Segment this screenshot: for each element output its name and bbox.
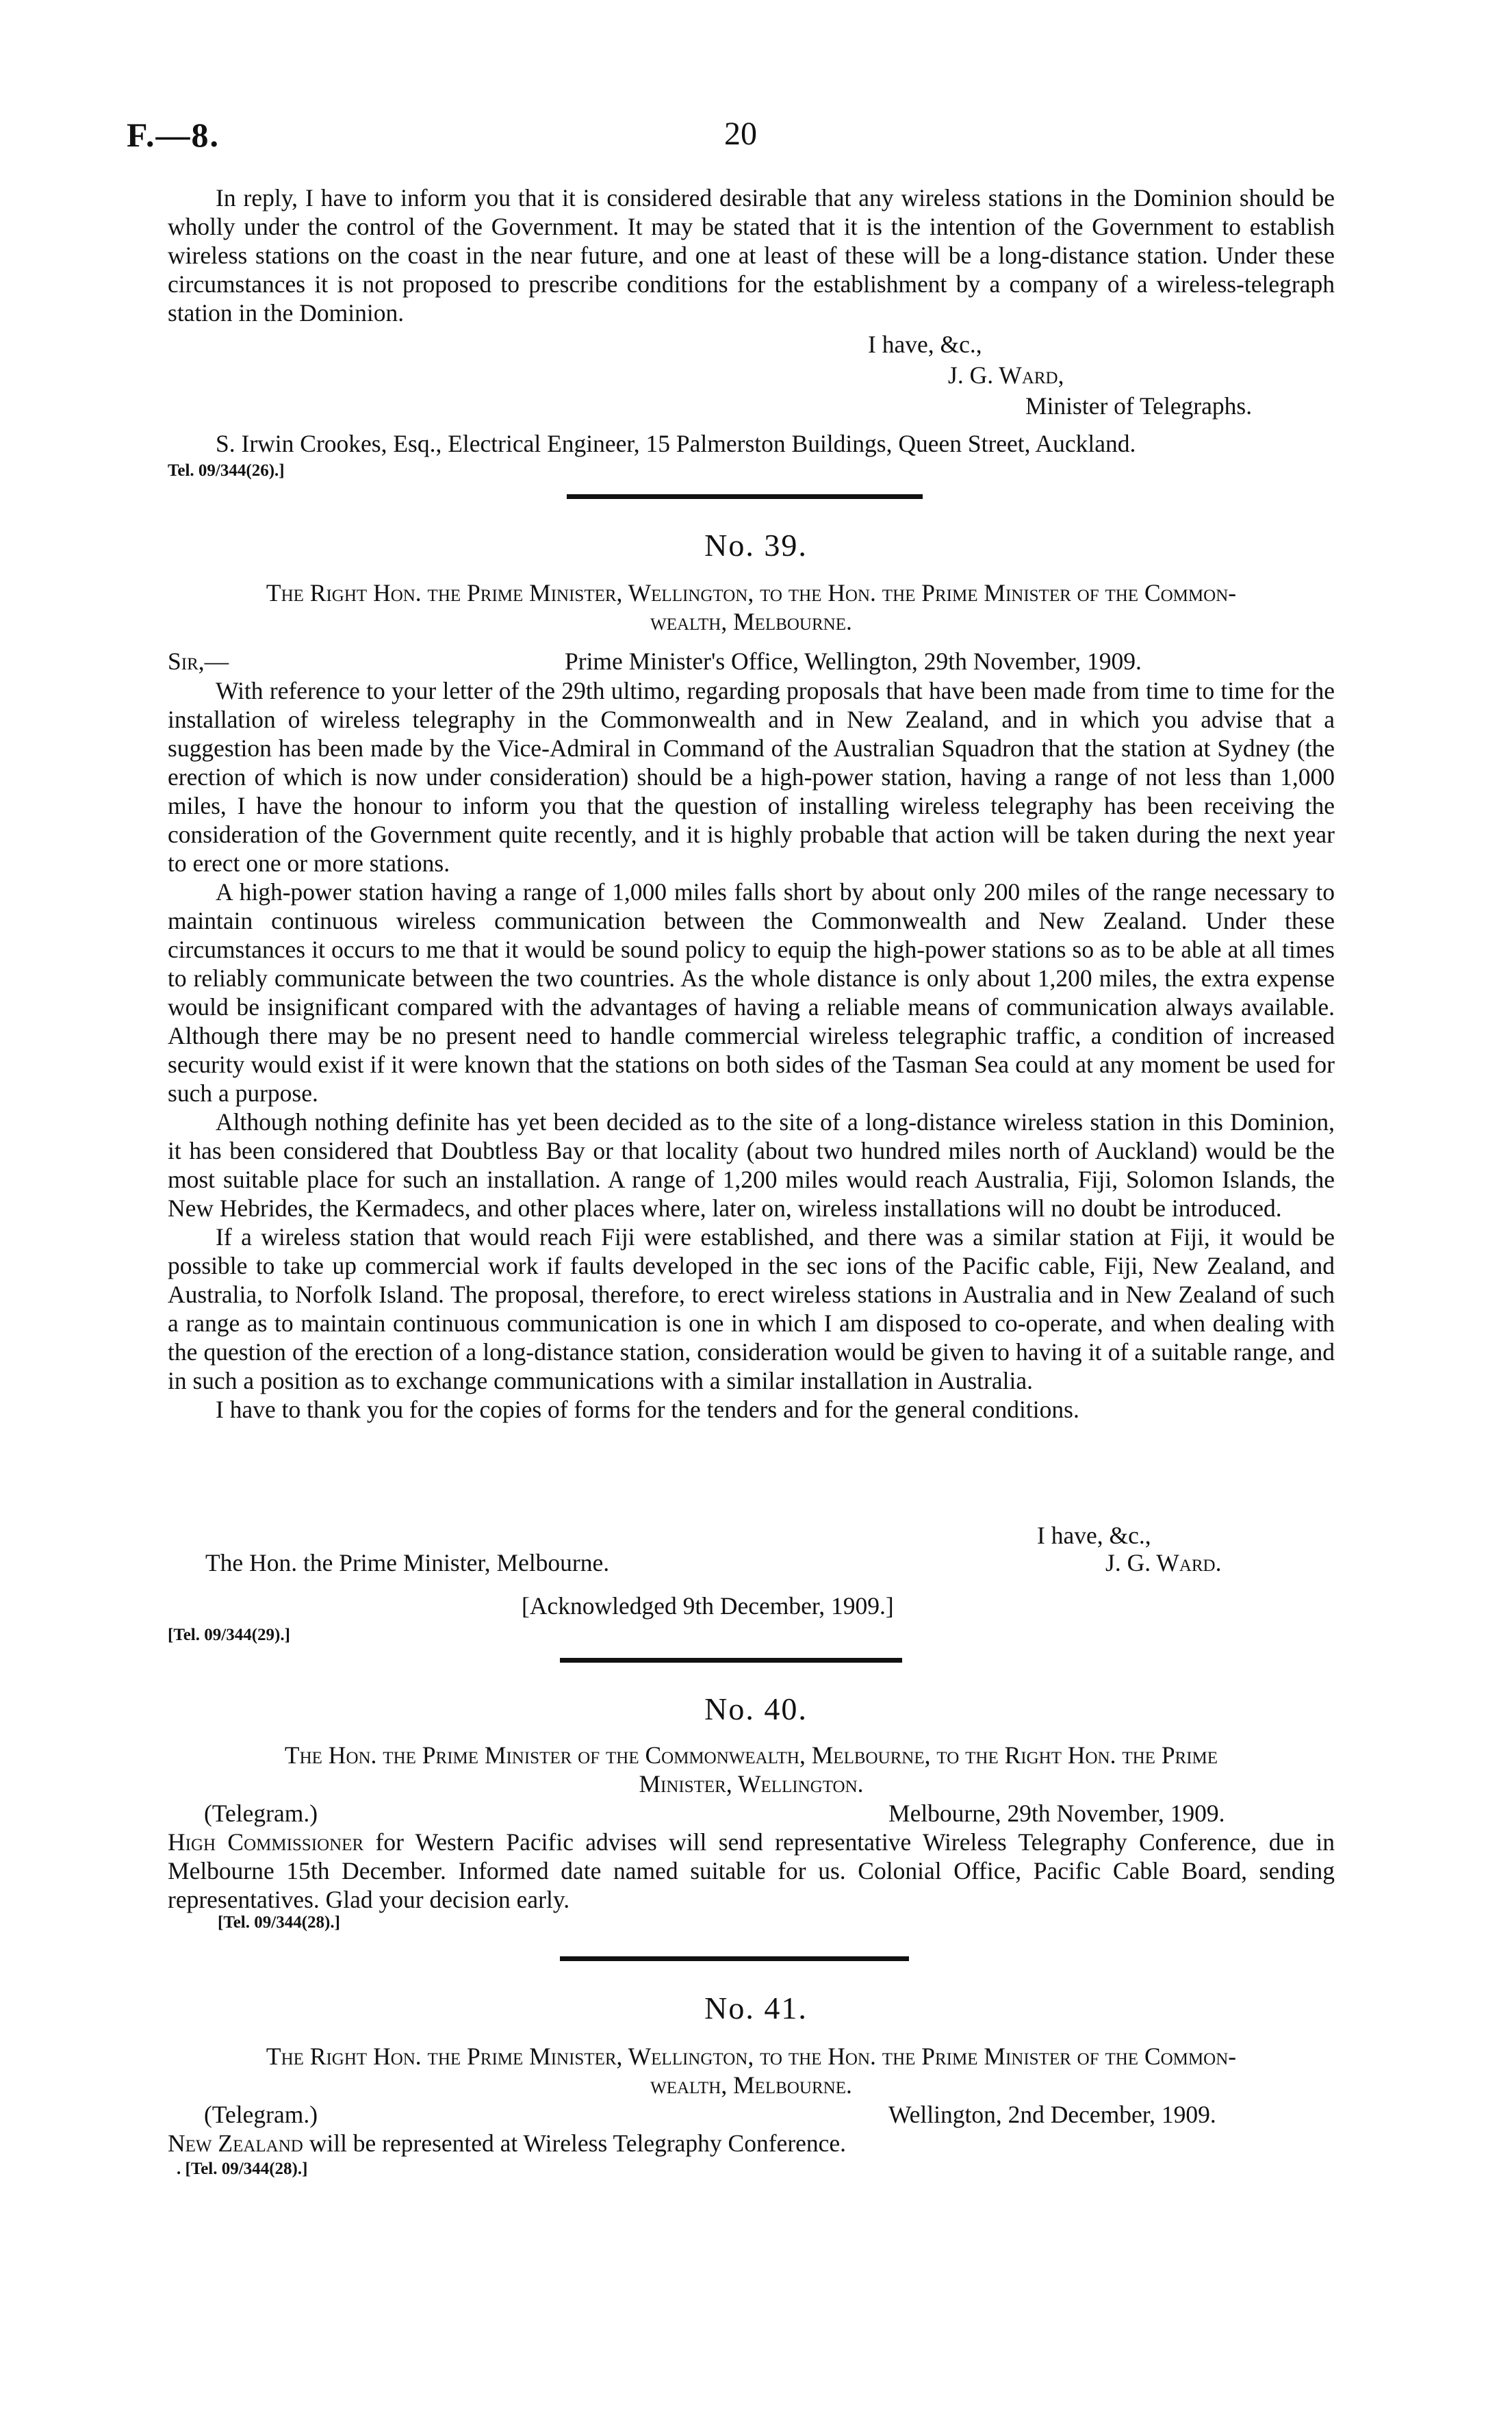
doc39-number: No. 39.	[704, 528, 808, 563]
doc39-tel-ref: [Tel. 09/344(29).]	[168, 1626, 290, 1644]
doc40-text	[168, 1828, 1335, 1914]
doc40-heading-line1: The Hon. the Prime Minister of the Commonwealth, Melbourne, to the Right Hon. the Prime	[284, 1741, 1218, 1769]
doc40-number: No. 40.	[704, 1691, 808, 1726]
doc40-place-date: Melbourne, 29th November, 1909.	[888, 1800, 1225, 1827]
doc41-body	[168, 2129, 1335, 2158]
doc39-signatory: J. G. Ward.	[1105, 1549, 1222, 1576]
doc40-heading	[168, 1741, 1335, 1798]
doc39-salutation: Sir,—	[168, 648, 229, 675]
doc41-heading-line2: wealth, Melbourne.	[650, 2071, 852, 2099]
doc39-heading-line1: The Right Hon. the Prime Minister, Wellington, to the Hon. the Prime Minister of the Common-	[266, 579, 1237, 606]
doc41-lead: New Zealand	[168, 2130, 303, 2157]
doc39-heading-line2: wealth, Melbourne.	[650, 608, 852, 635]
doc39-body	[168, 676, 1335, 1424]
doc41-heading-line1: The Right Hon. the Prime Minister, Wellington, to the Hon. the Prime Minister of the Common-	[266, 2043, 1237, 2070]
doc39-addressee: The Hon. the Prime Minister, Melbourne.	[205, 1549, 610, 1576]
reply-tel-ref: Tel. 09/344(26).]	[168, 461, 285, 480]
section-divider	[567, 494, 923, 499]
reply-signatory: J. G. Ward,	[948, 361, 1064, 389]
doc41-tel-ref: . [Tel. 09/344(28).]	[177, 2160, 308, 2178]
section-divider	[560, 1658, 902, 1663]
reply-closing: I have, &c.,	[868, 331, 982, 358]
doc40-body	[168, 1828, 1335, 1914]
doc40-heading-line2: Minister, Wellington.	[639, 1770, 864, 1798]
doc39-paragraph: With reference to your letter of the 29th ultimo, regarding proposals that have been made from time to time for the installation of wireless telegraphy in the Commonwealth and in New Zealand, and in which you advise that a suggestion has been made by the Vice-Admiral in Command of the Australian Squadron that the station at Sydney (the erection of which is now under consideration) should be a high-power station, having a range of not less than 1,000 miles, I have the honour to inform you that the question of installing wireless telegraphy has been receiving the consideration of the Government quite recently, and it is highly probable that action will be taken during the next year to erect one or more stations.	[168, 677, 1335, 877]
doc39-paragraph: If a wireless station that would reach Fiji were established, and there was a similar station at Fiji, it would be possible to take up commercial work if faults developed in the sec ions of the Pacific cable, Fiji, New Zealand, and Australia, to Norfolk Island. The proposal, therefore, to erect wireless stations in Australia and in New Zealand of such a range as to maintain continuous communication is one in which I am disposed to co-operate, and when dealing with the question of the erection of a long-distance station, consideration would be given to having it of a suitable range, and in such a position as to exchange communications with a similar installation in Australia.	[168, 1223, 1335, 1394]
reply-signatory-title: Minister of Telegraphs.	[1025, 392, 1253, 420]
doc39-place-date: Prime Minister's Office, Wellington, 29th November, 1909.	[565, 648, 1142, 675]
reply-letter	[168, 183, 1335, 327]
doc40-kind: (Telegram.)	[204, 1800, 318, 1827]
doc39-paragraph: A high-power station having a range of 1,000 miles falls short by about only 200 miles of the range necessary to maintain continuous wireless communication between the Commonwealth and New Zealand. Under these circumstances it occurs to me that it would be sound policy to equip the high-power stations so as to be able at all times to reliably communicate between the two countries. As the whole distance is only about 1,200 miles, the extra expense would be insignificant compared with the advantages of having a reliable means of communication always available. Although there may be no present need to handle commercial wireless telegraphic traffic, a condition of increased security would exist if it were known that the stations on both sides of the Tasman Sea could at any moment be used for such a purpose.	[168, 878, 1335, 1107]
doc41-heading	[168, 2042, 1335, 2099]
doc40-lead: High Commissioner	[168, 1828, 364, 1856]
doc41-place-date: Wellington, 2nd December, 1909.	[888, 2101, 1216, 2128]
reply-paragraph: In reply, I have to inform you that it is considered desirable that any wireless stations in the Dominion should be wholly under the control of the Government. It may be stated that it is the intention of the Government to establish wireless stations on the coast in the near future, and one at least of these will be a long-distance station. Under these circumstances it is not proposed to prescribe conditions for the establishment by a company of a wireless-telegraph station in the Dominion.	[168, 184, 1335, 327]
doc41-message: will be represented at Wireless Telegraphy Conference.	[309, 2130, 847, 2157]
doc40-message: for Western Pacific advises will send representative Wireless Telegraphy Conference, due in Melbourne 15th December. Informed date named suitable for us. Colonial Office, Pacific Cable Board, sending representatives. Glad your decision early.	[168, 1828, 1335, 1913]
doc39-closing: I have, &c.,	[1037, 1522, 1151, 1549]
reply-addressee: S. Irwin Crookes, Esq., Electrical Engineer, 15 Palmerston Buildings, Queen Street, Auckland.	[216, 430, 1136, 457]
doc41-text	[168, 2129, 1335, 2158]
doc39-heading	[168, 578, 1335, 636]
doc41-number: No. 41.	[704, 1991, 808, 2025]
page-number: 20	[724, 116, 757, 152]
doc39-paragraph: Although nothing definite has yet been decided as to the site of a long-distance wireless station in this Dominion, it has been considered that Doubtless Bay or that locality (about two hundred miles north of Auckland) would be the most suitable place for such an installation. A range of 1,200 miles would reach Australia, Fiji, Solomon Islands, the New Hebrides, the Kermadecs, and other places where, later on, wireless installations will no doubt be introduced.	[168, 1108, 1335, 1222]
doc39-paragraph: I have to thank you for the copies of forms for the tenders and for the general conditions.	[216, 1396, 1079, 1423]
doc39-acknowledged: [Acknowledged 9th December, 1909.]	[522, 1592, 894, 1620]
doc41-kind: (Telegram.)	[204, 2101, 318, 2128]
document-code: F.—8.	[127, 116, 220, 154]
section-divider	[560, 1956, 909, 1961]
doc40-tel-ref: [Tel. 09/344(28).]	[218, 1913, 340, 1932]
